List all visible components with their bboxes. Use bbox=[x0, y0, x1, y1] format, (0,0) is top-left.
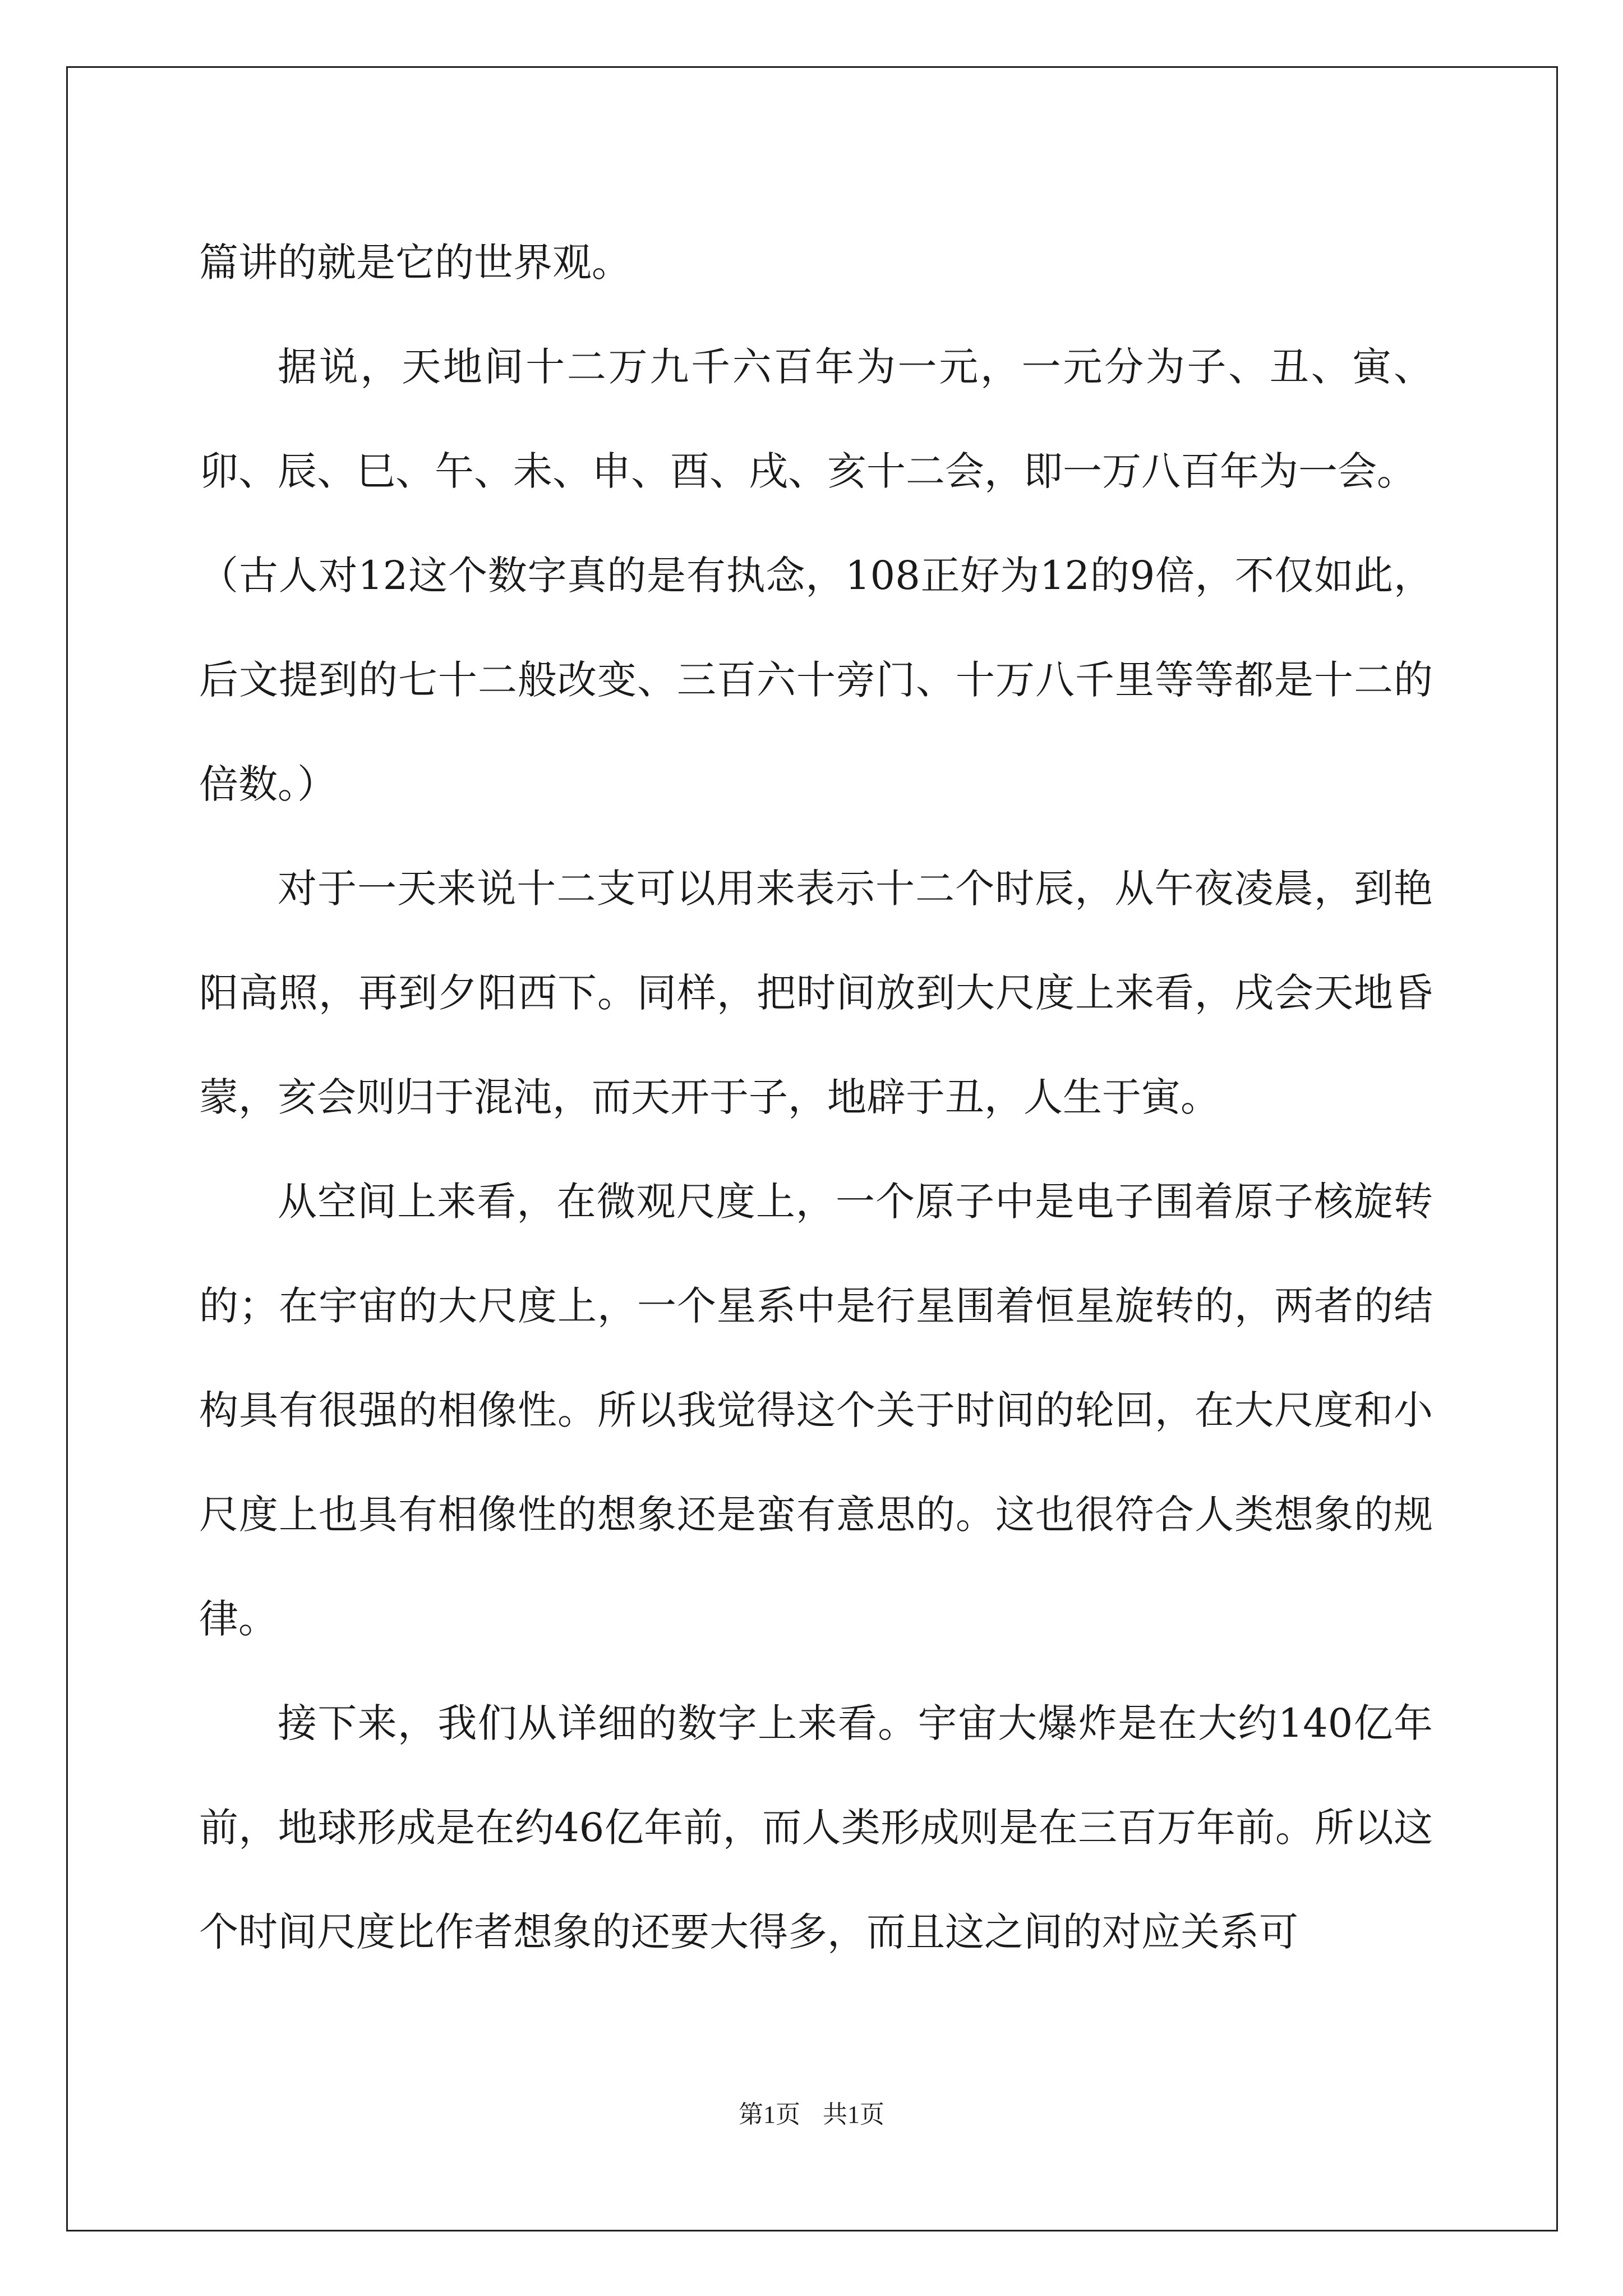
page-number: 第1页 bbox=[739, 2101, 800, 2128]
paragraph-continuation: 篇讲的就是它的世界观。 bbox=[199, 240, 631, 286]
paragraph: 对于一天来说十二支可以用来表示十二个时辰，从午夜凌晨，到艳阳高照，再到夕阳西下。同样，把时间放到大尺度上来看，戌会天地昏蒙，亥会则归于混沌，而天开于子，地辟于丑，人生于寅。 bbox=[199, 866, 1433, 1120]
paragraph: 据说，天地间十二万九千六百年为一元，一元分为子、丑、寅、卯、辰、巳、午、未、申、酉、戌、亥十二会，即一万八百年为一会。 bbox=[199, 344, 1433, 494]
page-total: 共1页 bbox=[823, 2101, 884, 2128]
paragraph-parenthetical: （古人对12这个数字真的是有执念，108正好为12的9倍，不仅如此，后文提到的七十二般改变、三百六十旁门、十万八千里等等都是十二的倍数。） bbox=[199, 553, 1433, 807]
page-footer bbox=[0, 2098, 1623, 2132]
paragraph: 接下来，我们从详细的数字上来看。宇宙大爆炸是在大约140亿年前，地球形成是在约46亿年前，而人类形成则是在三百万年前。所以这个时间尺度比作者想象的还要大得多，而且这之间的对应关系可 bbox=[199, 1700, 1433, 1955]
paragraph: 从空间上来看，在微观尺度上，一个原子中是电子围着原子核旋转的；在宇宙的大尺度上，一个星系中是行星围着恒星旋转的，两者的结构具有很强的相像性。所以我觉得这个关于时间的轮回，在大尺度和小尺度上也具有相像性的想象还是蛮有意思的。这也很符合人类想象的规律。 bbox=[199, 1179, 1433, 1642]
document-body bbox=[199, 210, 1433, 1984]
